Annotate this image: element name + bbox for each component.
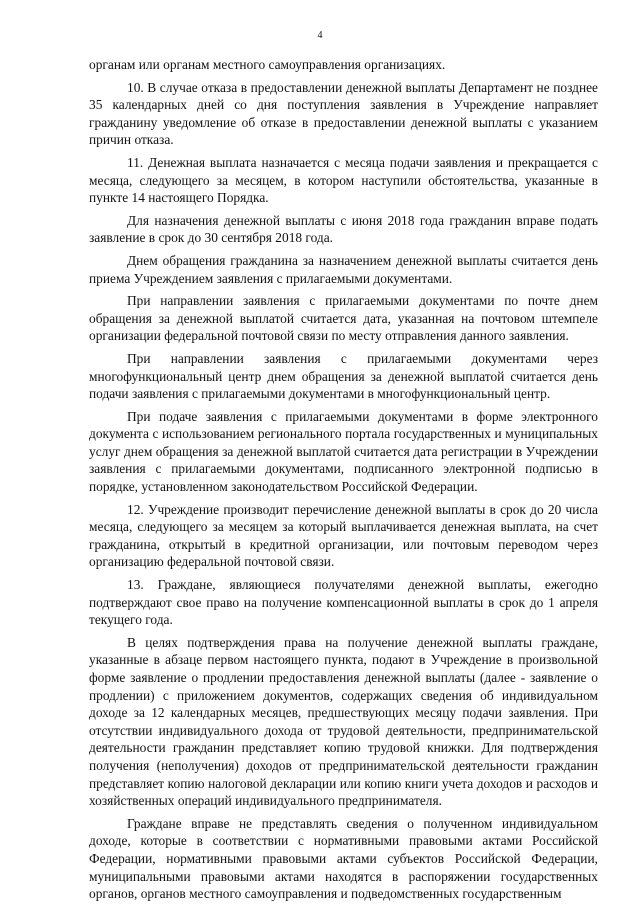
paragraph-electronic-submission: При подаче заявления с прилагаемыми документами в форме электронного документа с использованием регионального портала государственных и муниципальных услуг днем обращения за денежной выплатой считается дата регистрации в Учреждении заявления с прилагаемыми документами, подписанного электронной подписью в порядке, установленном законодательством Российской Федерации. (89, 408, 598, 495)
page-number: 4 (317, 30, 323, 41)
paragraph-application-date: Днем обращения гражданина за назначением денежной выплаты считается день приема Учреждением заявления с прилагаемыми документами. (89, 252, 598, 286)
paragraph-item-10: 10. В случае отказа в предоставлении денежной выплаты Департамент не позднее 35 календарных дней со дня поступления заявления в Учреждение направляет гражданину уведомление об отказе в предоставлении денежной выплаты с указанием причин отказа. (89, 79, 598, 148)
paragraph-application-deadline: Для назначения денежной выплаты с июня 2018 года гражданин вправе подать заявление в срок до 30 сентября 2018 года. (89, 212, 598, 246)
paragraph-item-12: 12. Учреждение производит перечисление денежной выплаты в срок до 20 числа месяца, следующего за месяцем за который выплачивается денежная выплата, на счет гражданина, открытый в кредитной организации, или почтовым переводом через организацию федеральной почтовой связи. (89, 501, 598, 570)
document-body (89, 56, 598, 908)
paragraph-continuation: органам или органам местного самоуправления организациях. (89, 57, 446, 72)
paragraph-postal-submission: При направлении заявления с прилагаемыми документами по почте днем обращения за денежной выплатой считается дата, указанная на почтовом штемпеле организации федеральной почтовой связи по месту отправления данного заявления. (89, 293, 598, 344)
paragraph-mfc-submission: При направлении заявления с прилагаемыми документами через многофункциональный центр днем обращения за денежной выплатой считается день подачи заявления с прилагаемыми документами в многофункциональный центр. (89, 350, 598, 402)
paragraph-confirmation: В целях подтверждения права на получение денежной выплаты граждане, указанные в абзаце первом настоящего пункта, подают в Учреждение в произвольной форме заявление о продлении предоставления денежной выплаты (далее - заявление о продлении) с приложением документов, содержащих сведения об индивидуальном доходе за 12 календарных месяцев, предшествующих месяцу подачи заявления. При отсутствии индивидуального дохода от трудовой деятельности, предпринимательской деятельности гражданин представляет копию трудовой книжки. Для подтверждения получения (неполучения) доходов от предпринимательской деятельности гражданин представляет копию налоговой декларации или копию книги учета доходов и расходов и хозяйственных операций индивидуального предпринимателя. (89, 634, 598, 809)
paragraph-item-11: 11. Денежная выплата назначается с месяца подачи заявления и прекращается с месяца, следующего за месяцем, в котором наступили обстоятельства, указанные в пункте 14 настоящего Порядка. (89, 154, 598, 206)
paragraph-income-info: Граждане вправе не представлять сведения о полученном индивидуальном доходе, которые в соответствии с нормативными правовыми актами Российской Федерации, нормативными правовыми актами субъектов Российской Федерации, муниципальными правовыми актами находятся в распоряжении государственных органов, органов местного самоуправления и подведомственных государственным (89, 815, 598, 902)
paragraph-item-13: 13. Граждане, являющиеся получателями денежной выплаты, ежегодно подтверждают свое право на получение компенсационной выплаты в срок до 1 апреля текущего года. (89, 577, 598, 628)
